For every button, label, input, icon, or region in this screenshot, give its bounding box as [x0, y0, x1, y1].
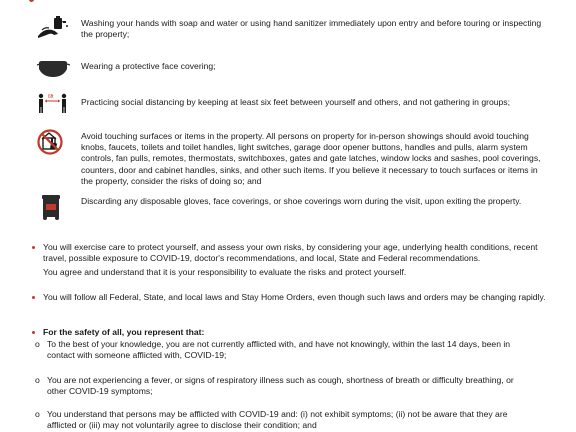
represent-item-text: To the best of your knowledge, you are not currently afflicted with, and have not knowingly, within the last 14 days, been in contact with someone afflicted with, COVID-19; — [47, 339, 511, 361]
represent-item — [35, 339, 517, 361]
represent-heading-row — [32, 327, 552, 339]
trash-bin-icon — [40, 193, 62, 221]
item-text-no-touching: Avoid touching surfaces or items in the property. All persons on property for in-person showings should avoid touching knobs, faucets, toilets and toilet handles, light switches, garage door opener buttons, handles and pulls, alarm system controls, fan pulls, remotes, thermostats, switchboxes, gates and gate latches, window locks and sashes, pool coverings, counters, door and cabinet handles, sinks, and other such items. If you believe it necessary to touch surfaces or items in the property, consider the risks of doing so; and — [81, 131, 541, 186]
item-text-discarding: Discarding any disposable gloves, face coverings, or shoe coverings worn during the visit, upon exiting the property. — [81, 196, 522, 206]
bullet-laws-text: You will follow all Federal, State, and local laws and Stay Home Orders, even though such laws and orders may be changing rapidly. — [43, 292, 546, 302]
item-text-social-distancing: Practicing social distancing by keeping at least six feet between yourself and others, and not gathering in groups; — [81, 97, 510, 107]
represent-item-text: You are not experiencing a fever, or signs of respiratory illness such as cough, shortness of breath or difficulty breathing, or other COVID-19 symptoms; — [47, 375, 514, 397]
social-distancing-icon — [36, 90, 70, 114]
bullet-dot — [32, 331, 35, 334]
bullet-dot — [32, 246, 35, 249]
top-bullet — [29, 0, 34, 2]
item-text-face-mask: Wearing a protective face covering; — [81, 61, 216, 71]
bullet-risks-line-1: You will exercise care to protect yourself, and assess your own risks, by considering your age, underlying health conditions, recent travel, possible exposure to COVID-19, doctor's recommendations, and local, State and Federal recommendations. — [43, 242, 538, 264]
represent-item-text: You understand that persons may be afflicted with COVID-19 and: (i) not exhibit symptoms; (ii) not be aware that they are afflicted or (iii) may not voluntarily agree to disclose their condition; and — [47, 409, 508, 431]
circle-bullet-icon: o — [35, 375, 40, 385]
face-mask-icon — [36, 58, 70, 78]
bullet-risks — [32, 242, 552, 282]
represent-item — [35, 409, 517, 431]
bullet-laws — [32, 292, 552, 316]
circle-bullet-icon: o — [35, 409, 40, 419]
represent-item — [35, 375, 517, 397]
item-text-handwashing: Washing your hands with soap and water or using hand sanitizer immediately upon entry and before touring or inspecting the property; — [81, 18, 542, 40]
bullet-risks-line-2: You agree and understand that it is your responsibility to evaluate the risks and protect yourself. — [43, 267, 407, 277]
represent-heading: For the safety of all, you represent that: — [43, 327, 205, 337]
no-touching-icon — [36, 128, 64, 156]
bullet-dot — [32, 296, 35, 299]
handwashing-icon — [36, 16, 70, 40]
circle-bullet-icon: o — [35, 339, 40, 349]
distance-label: 6ft — [48, 94, 54, 100]
